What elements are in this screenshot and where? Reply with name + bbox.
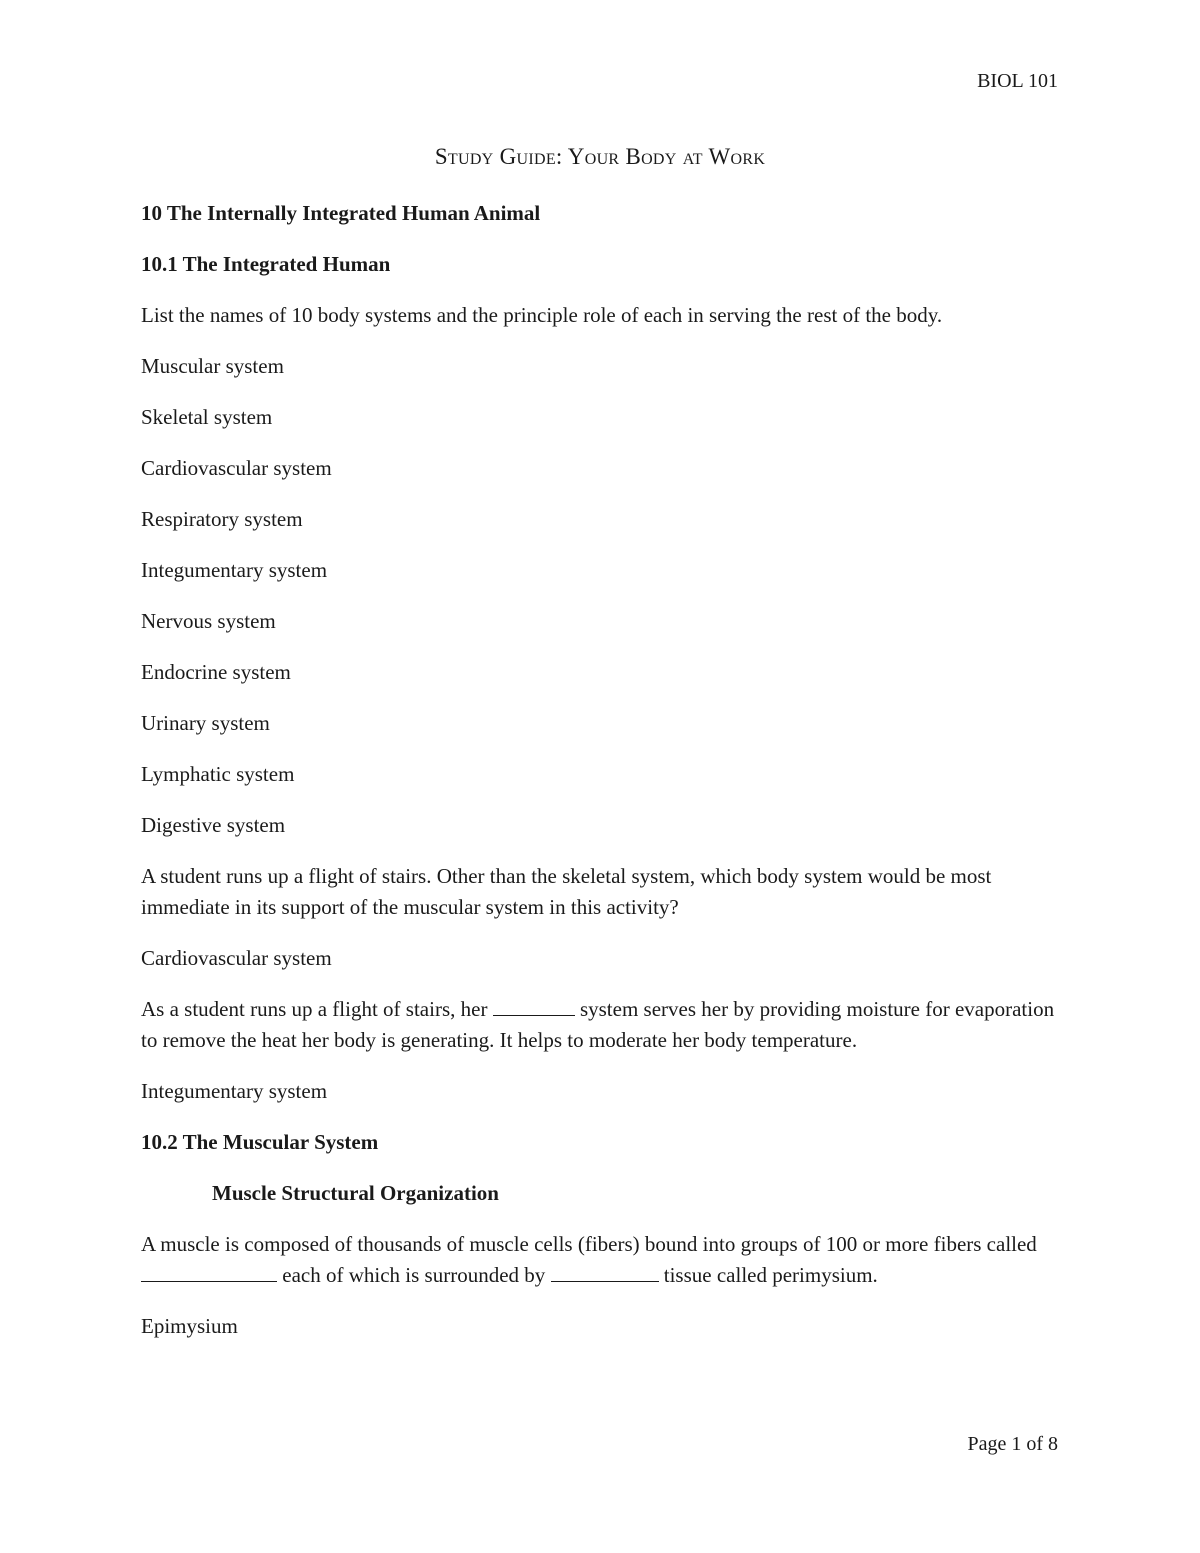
question-fill-blank-moisture	[141, 994, 1061, 1056]
list-prompt: List the names of 10 body systems and the principle role of each in serving the rest of the body.	[141, 303, 943, 327]
course-code: BIOL 101	[977, 70, 1058, 92]
question-text: As a student runs up a flight of stairs, her	[141, 997, 493, 1021]
question-muscle-fibers	[141, 1229, 1061, 1291]
section-heading-10-2: 10.2 The Muscular System	[141, 1130, 379, 1154]
answer-muscle-fibers: Epimysium	[141, 1314, 238, 1338]
question-stairs-support: A student runs up a flight of stairs. Other than the skeletal system, which body system would be most immediate in its support of the muscular system in this activity?	[141, 864, 992, 919]
system-item: Respiratory system	[141, 507, 303, 531]
fill-in-blank	[551, 1261, 659, 1282]
system-item: Digestive system	[141, 813, 286, 837]
question-text: tissue called perimysium.	[658, 1263, 878, 1287]
fill-in-blank	[493, 995, 575, 1016]
document-title: Study Guide: Your Body at Work	[434, 144, 766, 169]
question-text: A muscle is composed of thousands of muscle cells (fibers) bound into groups of 100 or more fibers called	[141, 1232, 1037, 1256]
system-item: Nervous system	[141, 609, 276, 633]
section-heading-10-1: 10.1 The Integrated Human	[141, 252, 391, 276]
subheading-muscle-structure: Muscle Structural Organization	[212, 1181, 499, 1205]
document-body	[141, 198, 1061, 1362]
answer-fill-blank-moisture: Integumentary system	[141, 1079, 328, 1103]
page-number: Page 1 of 8	[967, 1433, 1058, 1455]
chapter-heading: 10 The Internally Integrated Human Animal	[141, 201, 541, 225]
question-text: each of which is surrounded by	[277, 1263, 551, 1287]
answer-stairs-support: Cardiovascular system	[141, 946, 332, 970]
system-item: Lymphatic system	[141, 762, 295, 786]
system-item: Integumentary system	[141, 558, 328, 582]
fill-in-blank	[141, 1261, 277, 1282]
system-item: Cardiovascular system	[141, 456, 332, 480]
system-item: Skeletal system	[141, 405, 273, 429]
system-item: Muscular system	[141, 354, 284, 378]
system-item: Urinary system	[141, 711, 270, 735]
system-item: Endocrine system	[141, 660, 291, 684]
question-text: system serves her by providing moisture for evaporation to remove the heat her body is generating. It helps to moderate her body temperature.	[141, 997, 1055, 1052]
